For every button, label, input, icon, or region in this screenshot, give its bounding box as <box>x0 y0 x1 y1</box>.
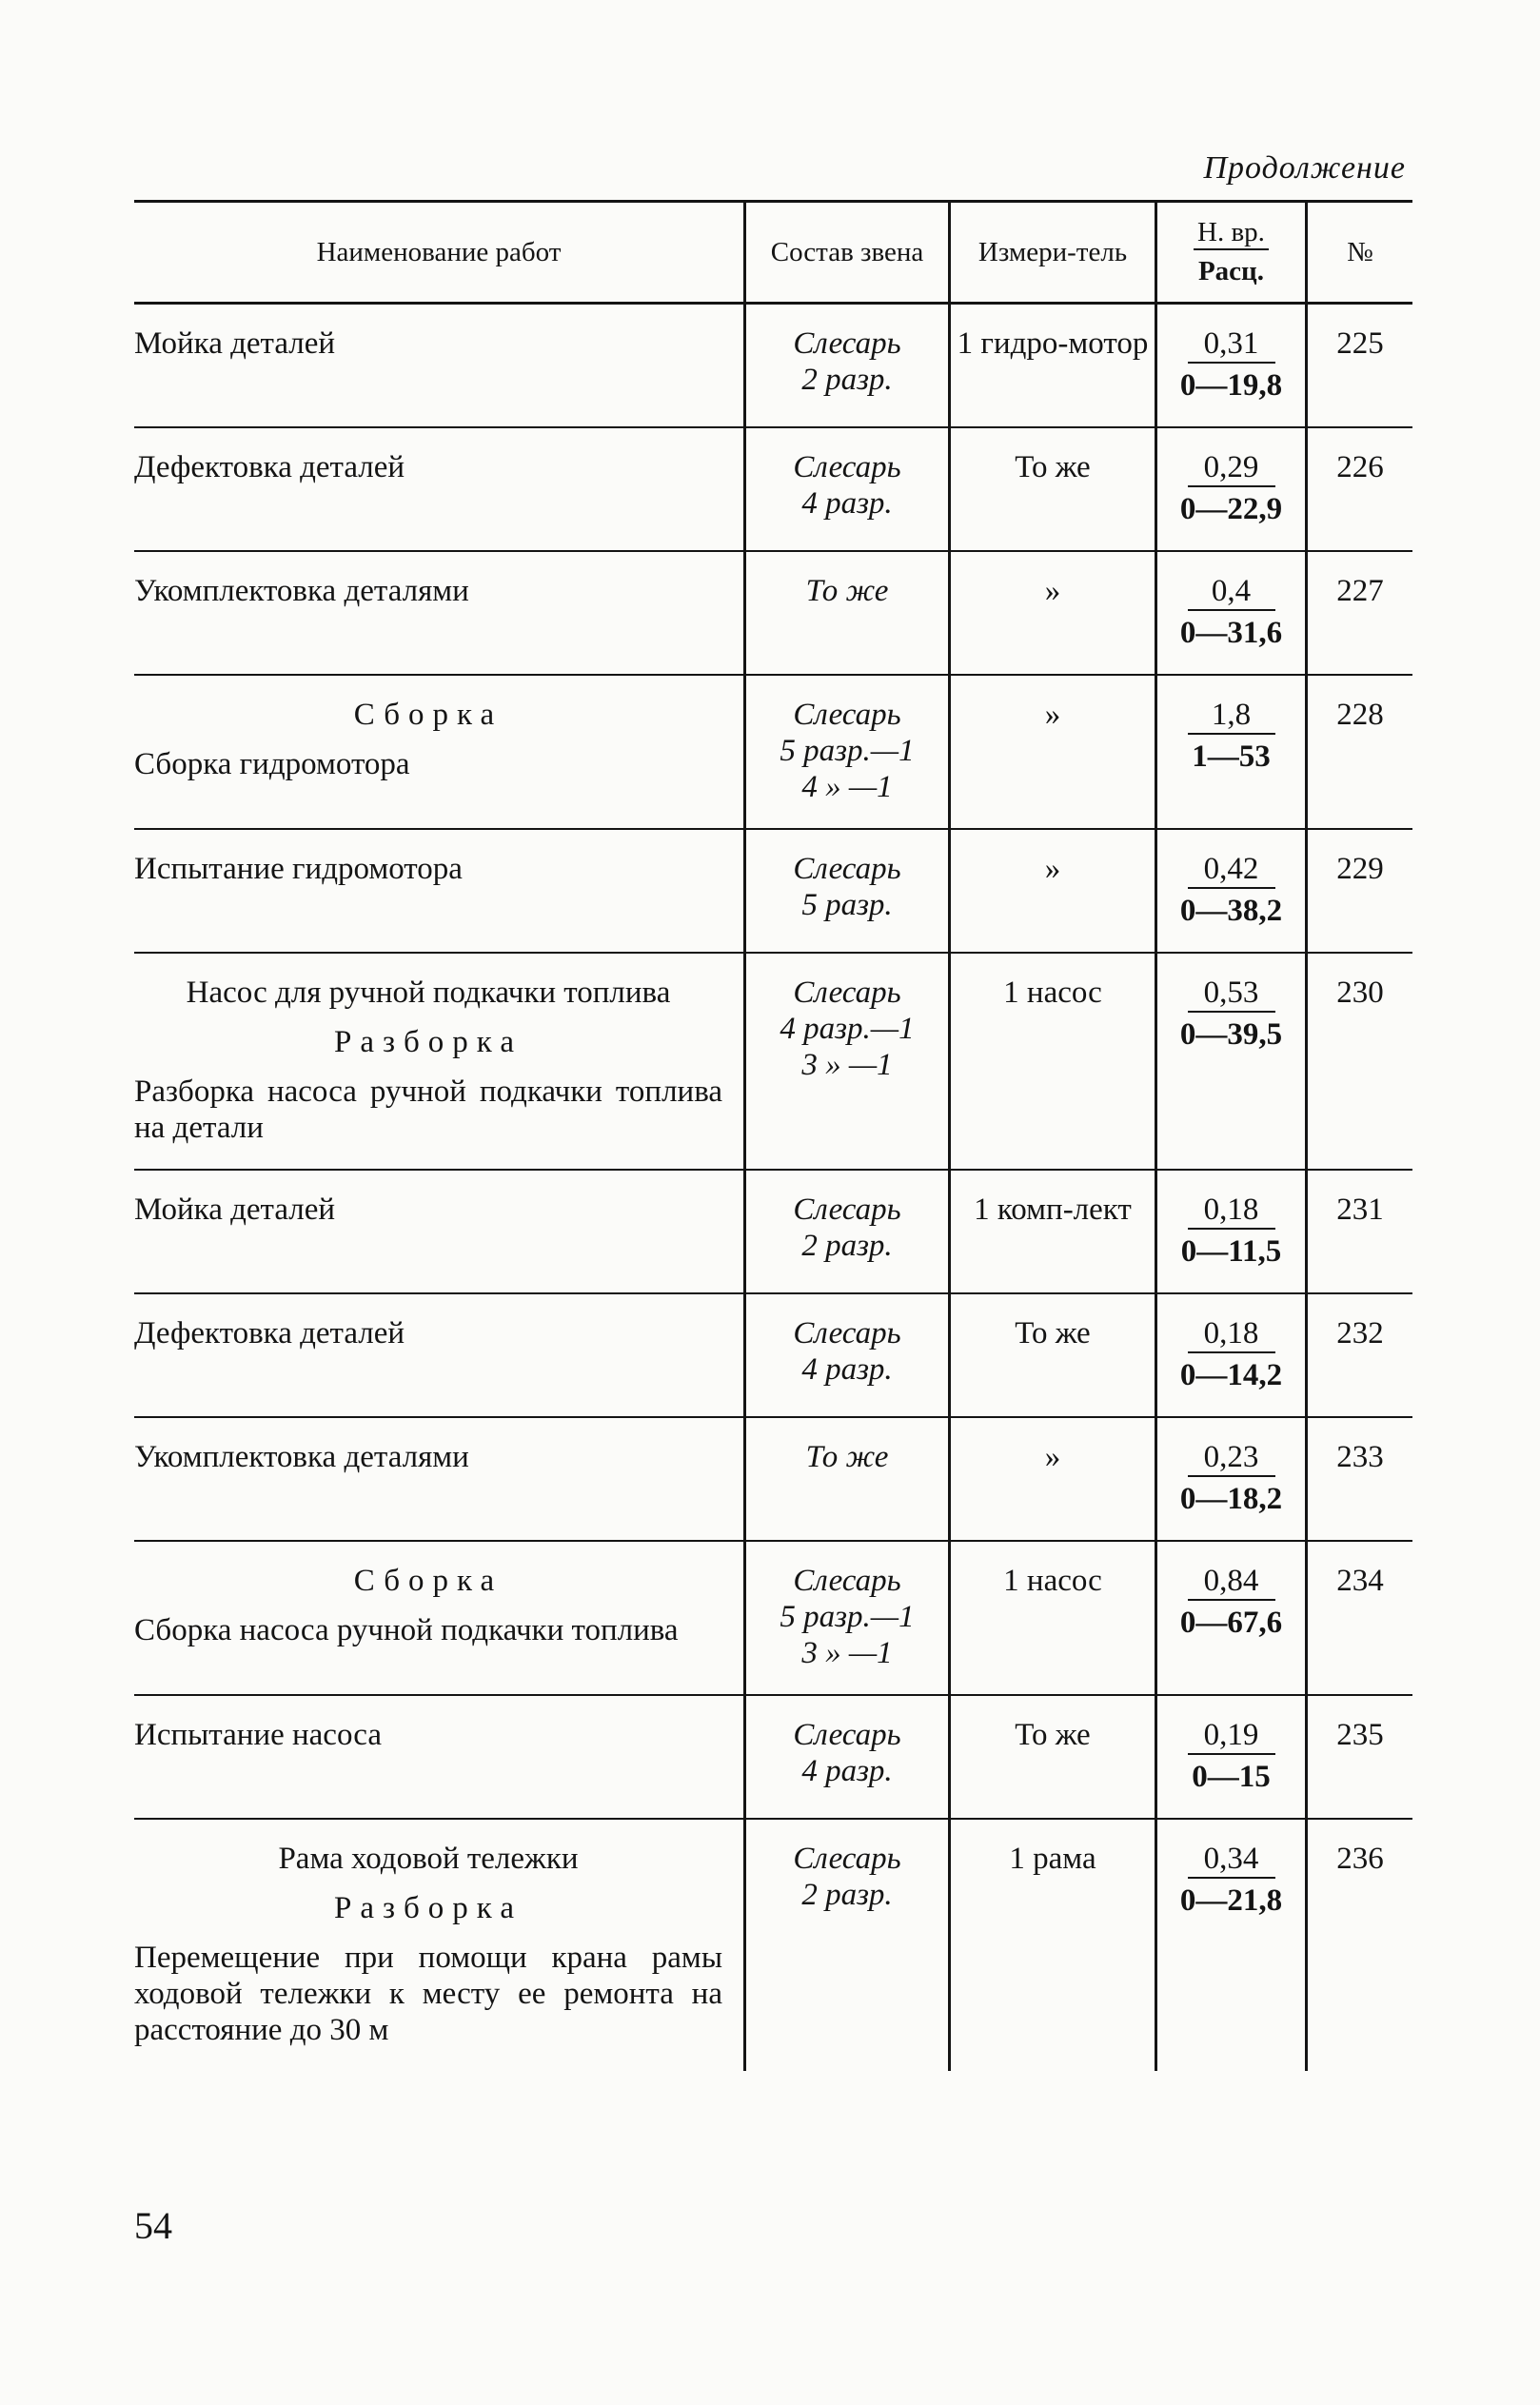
norm-cell <box>1156 1170 1307 1293</box>
norm-time: 0,29 <box>1188 449 1275 487</box>
crew-cell <box>745 427 950 551</box>
crew-line: 5 разр.—1 <box>780 1600 915 1634</box>
table-row <box>134 1541 1412 1695</box>
crew-line: 2 разр. <box>801 1878 893 1912</box>
meter-cell: То же <box>950 1293 1156 1417</box>
crew-line: Слесарь <box>793 852 901 886</box>
work-name: Сборка насоса ручной подкачки топлива <box>134 1613 679 1647</box>
subsection-heading: Сборка <box>353 698 503 732</box>
row-number: 231 <box>1307 1170 1413 1293</box>
crew-line: Слесарь <box>793 1193 901 1227</box>
crew-cell <box>745 953 950 1170</box>
table-row <box>134 675 1412 829</box>
rate-value: 0—19,8 <box>1179 368 1283 403</box>
table-row <box>134 551 1412 675</box>
crew-cell <box>745 304 950 428</box>
work-name-cell <box>134 1819 745 2071</box>
crew-line: 4 разр. <box>801 486 893 521</box>
work-name: Испытание насоса <box>134 1718 382 1752</box>
table-row <box>134 1695 1412 1819</box>
norm-cell <box>1156 427 1307 551</box>
row-number: 236 <box>1307 1819 1413 2071</box>
crew-cell <box>745 1541 950 1695</box>
row-number: 232 <box>1307 1293 1413 1417</box>
crew-cell <box>745 1170 950 1293</box>
rate-value: 0—14,2 <box>1179 1358 1283 1392</box>
rate-value: 1—53 <box>1192 739 1271 774</box>
table-row <box>134 1417 1412 1541</box>
norm-time: 0,34 <box>1188 1841 1275 1879</box>
crew-line: 4 разр.—1 <box>780 1012 915 1046</box>
rate-value: 0—21,8 <box>1179 1883 1283 1918</box>
col-header-number: № <box>1307 202 1413 304</box>
work-name: Укомплектовка деталями <box>134 1440 469 1474</box>
norm-cell <box>1156 1293 1307 1417</box>
crew-cell <box>745 829 950 953</box>
crew-line: Слесарь <box>793 1842 901 1876</box>
section-heading: Рама ходовой тележки <box>278 1842 579 1876</box>
meter-cell: 1 насос <box>950 953 1156 1170</box>
work-name: Сборка гидромотора <box>134 747 410 781</box>
crew-line: Слесарь <box>793 1718 901 1752</box>
work-name: Дефектовка деталей <box>134 450 405 484</box>
rate-value: 0—39,5 <box>1179 1017 1283 1052</box>
work-name-cell <box>134 953 745 1170</box>
continuation-note: Продолжение <box>1203 150 1406 186</box>
row-number: 228 <box>1307 675 1413 829</box>
rate-value: 0—15 <box>1192 1760 1271 1794</box>
crew-line: 5 разр.—1 <box>780 734 915 768</box>
crew-line: То же <box>805 574 889 608</box>
meter-cell: » <box>950 675 1156 829</box>
row-number: 230 <box>1307 953 1413 1170</box>
col-header-rate: Расц. <box>1197 256 1265 286</box>
col-header-norm <box>1156 202 1307 304</box>
table-row <box>134 304 1412 428</box>
crew-line: Слесарь <box>793 698 901 732</box>
norm-cell <box>1156 1417 1307 1541</box>
crew-cell <box>745 1695 950 1819</box>
norm-time: 0,84 <box>1188 1563 1275 1601</box>
meter-cell: 1 гидро-мотор <box>950 304 1156 428</box>
row-number: 226 <box>1307 427 1413 551</box>
norm-cell <box>1156 953 1307 1170</box>
work-name: Дефектовка деталей <box>134 1316 405 1350</box>
table-row <box>134 829 1412 953</box>
crew-line: 4 » —1 <box>801 770 893 804</box>
row-number: 235 <box>1307 1695 1413 1819</box>
crew-line: 4 разр. <box>801 1352 893 1387</box>
norm-cell <box>1156 1695 1307 1819</box>
work-name: Укомплектовка деталями <box>134 574 469 608</box>
table-row <box>134 1293 1412 1417</box>
table-row <box>134 427 1412 551</box>
norms-table <box>134 200 1412 2071</box>
col-header-crew: Состав звена <box>745 202 950 304</box>
norm-cell <box>1156 304 1307 428</box>
rate-value: 0—22,9 <box>1179 492 1283 526</box>
norm-time: 0,23 <box>1188 1439 1275 1477</box>
col-header-norm-time: Н. вр. <box>1194 217 1269 250</box>
norm-time: 0,18 <box>1188 1192 1275 1230</box>
row-number: 234 <box>1307 1541 1413 1695</box>
norm-time: 0,19 <box>1188 1717 1275 1755</box>
meter-cell: То же <box>950 427 1156 551</box>
rate-value: 0—38,2 <box>1179 894 1283 928</box>
table-row <box>134 953 1412 1170</box>
row-number: 233 <box>1307 1417 1413 1541</box>
rate-value: 0—18,2 <box>1179 1482 1283 1516</box>
norm-time: 0,53 <box>1188 975 1275 1013</box>
crew-line: Слесарь <box>793 976 901 1010</box>
rate-value: 0—31,6 <box>1179 616 1283 650</box>
meter-cell: 1 рама <box>950 1819 1156 2071</box>
work-name-cell <box>134 1417 745 1541</box>
norm-cell <box>1156 1541 1307 1695</box>
work-name: Перемещение при помощи крана рамы ходовой тележки к месту ее ремонта на расстояние до 30 м <box>134 1941 722 2047</box>
meter-cell: То же <box>950 1695 1156 1819</box>
work-name-cell <box>134 1293 745 1417</box>
crew-cell <box>745 1819 950 2071</box>
table-row <box>134 1170 1412 1293</box>
work-name-cell <box>134 427 745 551</box>
norm-cell <box>1156 551 1307 675</box>
meter-cell: 1 насос <box>950 1541 1156 1695</box>
page-number: 54 <box>134 2204 172 2247</box>
norm-time: 0,42 <box>1188 851 1275 889</box>
meter-cell: 1 комп-лект <box>950 1170 1156 1293</box>
col-header-name: Наименование работ <box>134 202 745 304</box>
norm-time: 0,4 <box>1188 573 1275 611</box>
crew-line: Слесарь <box>793 450 901 484</box>
row-number: 225 <box>1307 304 1413 428</box>
col-header-meter: Измери-тель <box>950 202 1156 304</box>
work-name-cell <box>134 1541 745 1695</box>
meter-cell: » <box>950 1417 1156 1541</box>
norm-time: 0,31 <box>1188 325 1275 364</box>
crew-line: 5 разр. <box>801 888 893 922</box>
crew-line: Слесарь <box>793 1316 901 1350</box>
work-name: Мойка деталей <box>134 1193 336 1227</box>
subsection-heading: Разборка <box>333 1025 523 1059</box>
crew-line: Слесарь <box>793 1564 901 1598</box>
work-name-cell <box>134 1695 745 1819</box>
row-number: 229 <box>1307 829 1413 953</box>
table-row <box>134 1819 1412 2071</box>
work-name: Разборка насоса ручной подкачки топлива на детали <box>134 1074 722 1145</box>
work-name-cell <box>134 675 745 829</box>
crew-line: То же <box>805 1440 889 1474</box>
work-name-cell <box>134 304 745 428</box>
work-name: Испытание гидромотора <box>134 852 463 886</box>
work-name-cell <box>134 551 745 675</box>
meter-cell: » <box>950 829 1156 953</box>
table-header-row <box>134 202 1412 304</box>
work-name: Мойка деталей <box>134 326 336 361</box>
subsection-heading: Сборка <box>353 1564 503 1598</box>
rate-value: 0—11,5 <box>1180 1234 1282 1269</box>
norm-cell <box>1156 1819 1307 2071</box>
crew-cell <box>745 1293 950 1417</box>
norm-time: 1,8 <box>1188 697 1275 735</box>
crew-line: 4 разр. <box>801 1754 893 1788</box>
crew-line: 3 » —1 <box>801 1048 893 1082</box>
rate-value: 0—67,6 <box>1179 1606 1283 1640</box>
work-name-cell <box>134 1170 745 1293</box>
norm-cell <box>1156 829 1307 953</box>
crew-cell <box>745 1417 950 1541</box>
crew-line: 2 разр. <box>801 363 893 397</box>
crew-line: 2 разр. <box>801 1229 893 1263</box>
subsection-heading: Разборка <box>333 1891 523 1925</box>
crew-line: 3 » —1 <box>801 1636 893 1670</box>
crew-line: Слесарь <box>793 326 901 361</box>
row-number: 227 <box>1307 551 1413 675</box>
work-name-cell <box>134 829 745 953</box>
section-heading: Насос для ручной подкачки топлива <box>186 976 671 1010</box>
crew-cell <box>745 551 950 675</box>
meter-cell: » <box>950 551 1156 675</box>
crew-cell <box>745 675 950 829</box>
norm-cell <box>1156 675 1307 829</box>
norm-time: 0,18 <box>1188 1315 1275 1353</box>
